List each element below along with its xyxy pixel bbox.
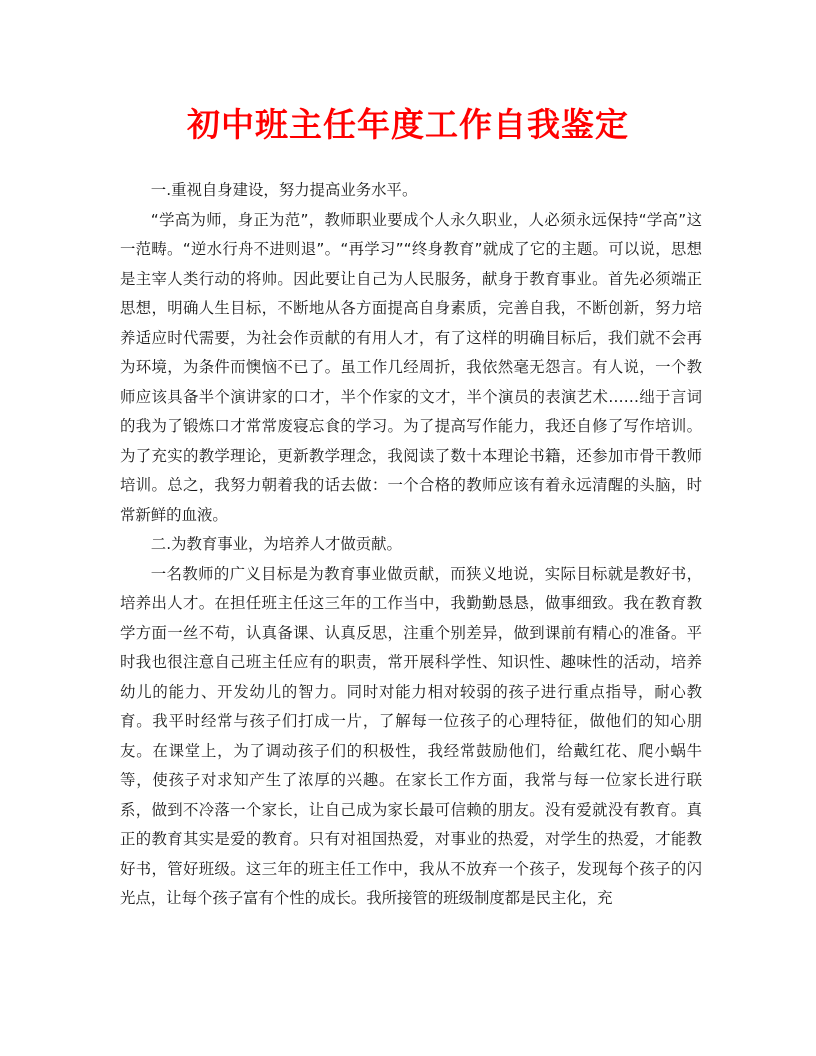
section-paragraph-1: “学高为师，身正为范”，教师职业要成个人永久职业，人必须永远保持“学高”这一范畴。“逆水行舟不进则退”。“再学习”“终身教育”就成了它的主题。可以说，思想是主宰人类行动的将帅。因此要让自己为人民服务，献身于教育事业。首先必须端正思想，明确人生目标，不断地从各方面提高自身素质，完善自我，不断创新，努力培养适应时代需要，为社会作贡献的有用人才，有了这样的明确目标后，我们就不会再为环境，为条件而懊恼不已了。虽工作几经周折，我依然毫无怨言。有人说，一个教师应该具备半个演讲家的口才，半个作家的文才，半个演员的表演艺术……绌于言词的我为了锻炼口才常常废寝忘食的学习。为了提高写作能力，我还自修了写作培训。为了充实的教学理论，更新教学理念，我阅读了数十本理论书籍，还参加市骨干教师培训。总之，我努力朝着我的话去做：一个合格的教师应该有着永远清醒的头脑，时常新鲜的血液。 xyxy=(120,210,702,524)
document-title: 初中班主任年度工作自我鉴定 xyxy=(187,105,629,144)
section-heading-1: 一.重视自身建设，努力提高业务水平。 xyxy=(150,181,418,199)
document-body xyxy=(120,176,702,914)
section-heading-2: 二.为教育事业，为培养人才做贡献。 xyxy=(150,535,402,553)
section-paragraph-2: 一名教师的广义目标是为教育事业做贡献，而狭义地说，实际目标就是教好书，培养出人才。在担任班主任这三年的工作当中，我勤勤恳恳，做事细致。我在教育教学方面一丝不苟，认真备课、认真反思，注重个别差异，做到课前有精心的准备。平时我也很注意自己班主任应有的职责，常开展科学性、知识性、趣味性的活动，培养幼儿的能力、开发幼儿的智力。同时对能力相对较弱的孩子进行重点指导，耐心教育。我平时经常与孩子们打成一片，了解每一位孩子的心理特征，做他们的知心朋友。在课堂上，为了调动孩子们的积极性，我经常鼓励他们，给戴红花、爬小蜗牛等，使孩子对求知产生了浓厚的兴趣。在家长工作方面，我常与每一位家长进行联系，做到不冷落一个家长，让自己成为家长最可信赖的朋友。没有爱就没有教育。真正的教育其实是爱的教育。只有对祖国热爱，对事业的热爱，对学生的热爱，才能教好书，管好班级。这三年的班主任工作中，我从不放弃一个孩子，发现每个孩子的闪光点，让每个孩子富有个性的成长。我所接管的班级制度都是民主化，充 xyxy=(120,564,702,907)
